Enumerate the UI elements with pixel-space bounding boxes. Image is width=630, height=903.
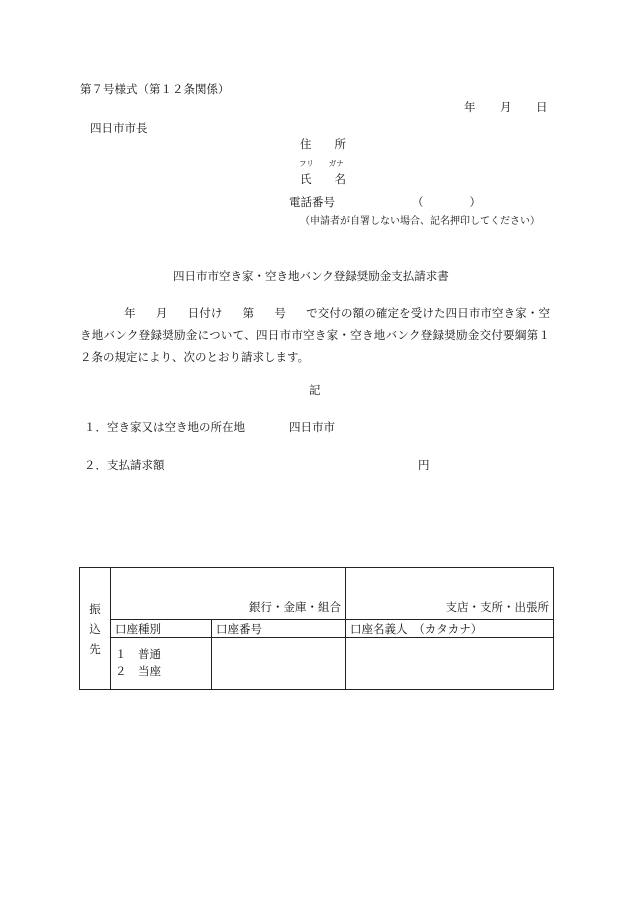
body-year: 年 bbox=[124, 306, 136, 320]
account-type-savings[interactable]: １ 普通 bbox=[115, 647, 161, 661]
account-number-field[interactable] bbox=[212, 638, 346, 690]
account-holder-header: 口座名義人 （カタカナ） bbox=[346, 620, 554, 638]
name-label: 氏 名 bbox=[300, 172, 346, 186]
date-month: 月 bbox=[500, 100, 512, 114]
bank-label: 銀行・金庫・組合 bbox=[249, 600, 341, 614]
date-day: 日 bbox=[536, 100, 548, 114]
body-day-dated: 日付け bbox=[187, 306, 223, 320]
body-text: で交付の額の確定を受けた四日市市空き家・空き地バンク登録奨励金について、四日市市空き家・空き地バンク登録奨励金交付要綱第１２条の規定により、次のとおり請求します。 bbox=[80, 306, 551, 364]
request-paragraph bbox=[80, 302, 550, 368]
item-amount-label: ２．支払請求額 bbox=[84, 458, 165, 472]
account-type-header: 口座種別 bbox=[111, 620, 212, 638]
addressee: 四日市市長 bbox=[90, 121, 148, 135]
item-location-label: １．空き家又は空き地の所在地 bbox=[84, 420, 245, 434]
phone-paren: （ ） bbox=[412, 195, 481, 209]
account-type-options[interactable] bbox=[111, 638, 212, 690]
signature-note: （申請者が自署しない場合、記名押印してください） bbox=[300, 216, 540, 227]
account-holder-field[interactable] bbox=[346, 638, 554, 690]
form-number: 第７号様式（第１２条関係） bbox=[80, 82, 230, 96]
item-amount-unit: 円 bbox=[418, 458, 430, 472]
body-dai: 第 bbox=[242, 306, 255, 320]
item-location-value: 四日市市 bbox=[289, 420, 335, 434]
address-label: 住 所 bbox=[300, 137, 346, 151]
body-go: 号 bbox=[274, 306, 286, 320]
account-type-checking[interactable]: ２ 当座 bbox=[115, 664, 161, 678]
transfer-destination-label: 振 込 先 bbox=[80, 568, 111, 690]
phone-label: 電話番号 bbox=[289, 195, 335, 209]
account-table bbox=[79, 567, 554, 690]
branch-name-field[interactable] bbox=[346, 568, 554, 620]
bank-name-field[interactable] bbox=[111, 568, 346, 620]
date-year: 年 bbox=[464, 100, 476, 114]
account-number-header: 口座番号 bbox=[212, 620, 346, 638]
ki-label: 記 bbox=[309, 383, 321, 397]
branch-label: 支店・支所・出張所 bbox=[445, 600, 549, 614]
document-title: 四日市市空き家・空き地バンク登録奨励金支払請求書 bbox=[173, 269, 449, 283]
furigana-label: フリ ガナ bbox=[299, 159, 344, 168]
body-month: 月 bbox=[155, 306, 168, 320]
